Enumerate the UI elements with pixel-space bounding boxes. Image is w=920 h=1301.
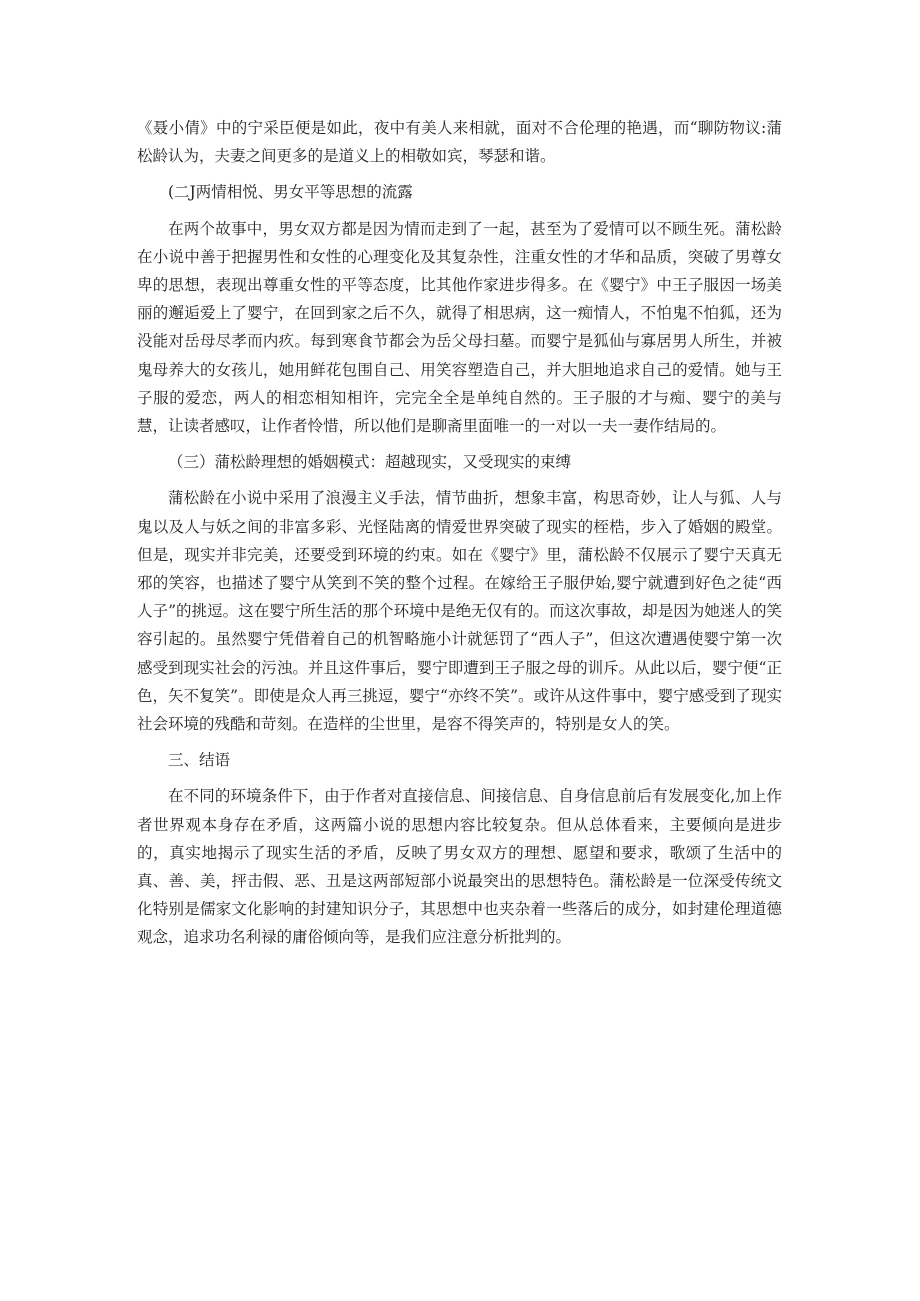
document-body	[137, 114, 782, 960]
paragraph-conclusion: 在不同的环境条件下，由于作者对直接信息、间接信息、自身信息前后有发展变化,加上作者世界观本身存在矛盾，这两篇小说的思想内容比较复杂。但从总体看来，主要倾向是进步的，真实地揭示了现实生活的矛盾，反映了男女双方的理想、愿望和要求，歌颂了生活中的真、善、美，抨击假、恶、丑是这两部短部小说最突出的思想特色。蒲松龄是一位深受传统文化特别是儒家文化影响的封建知识分子，其思想中也夹杂着一些落后的成分，如封建伦理道德观念，追求功名利禄的庸俗倾向等，是我们应注意分析批判的。	[137, 787, 782, 947]
subheading-two: (二J两情相悦、男女平等思想的流露	[168, 183, 413, 202]
subheading-three: （三）蒲松龄理想的婚姻模式：超越现实，又受现实的束缚	[168, 453, 572, 472]
section-heading-conclusion: 三、结语	[168, 751, 231, 770]
paragraph-love-equality: 在两个故事中，男女双方都是因为情而走到了一起，甚至为了爱情可以不顾生死。蒲松龄在小说中善于把握男性和女性的心理变化及其复杂性，注重女性的才华和品质，突破了男尊女卑的思想，表现出尊重女性的平等态度，比其他作家进步得多。在《婴宁》中王子服因一场美丽的邂逅爱上了婴宁，在回到家之后不久，就得了相思病，这一痴情人，不怕鬼不怕狐，还为没能对岳母尽孝而内疚。每到寒食节都会为岳父母扫墓。而婴宁是狐仙与寡居男人所生，并被鬼母养大的女孩儿，她用鲜花包围自己、用笑容塑造自己，并大胆地追求自己的爱情。她与王子服的爱恋，两人的相恋相知相许，完完全全是单纯自然的。王子服的才与痴、婴宁的美与慧，让读者感叹，让作者怜惜，所以他们是聊斋里面唯一的一对以一夫一妻作结局的。	[137, 219, 782, 436]
paragraph-intro: 《聂小倩》中的宁采臣便是如此，夜中有美人来相就，面对不合伦理的艳遇，而“聊防物议:蒲松龄认为，夫妻之间更多的是道义上的相敬如宾，琴瑟和谐。	[137, 119, 782, 166]
paragraph-marriage-model: 蒲松龄在小说中采用了浪漫主义手法，情节曲折，想象丰富，构思奇妙，让人与狐、人与鬼以及人与妖之间的非富多彩、光怪陆离的情爱世界突破了现实的桎梏，步入了婚姻的殿堂。但是，现实并非完美，还要受到环境的约束。如在《婴宁》里，蒲松龄不仅展示了婴宁天真无邪的笑容，也描述了婴宁从笑到不笑的整个过程。在嫁给王子服伊始,婴宁就遭到好色之徒“西人子”的挑逗。这在婴宁所生活的那个环境中是绝无仅有的。而这次事故，却是因为她迷人的笑容引起的。虽然婴宁凭借着自己的机智略施小计就惩罚了“西人子”，但这次遭遇使婴宁第一次感受到现实社会的污浊。并且这件事后，婴宁即遭到王子服之母的训斥。从此以后，婴宁便“正色，矢不复笑”。即使是众人再三挑逗，婴宁“亦终不笑”。或许从这件事中，婴宁感受到了现实社会环境的残酷和苛刻。在造样的尘世里，是容不得笑声的，特别是女人的笑。	[137, 489, 782, 734]
